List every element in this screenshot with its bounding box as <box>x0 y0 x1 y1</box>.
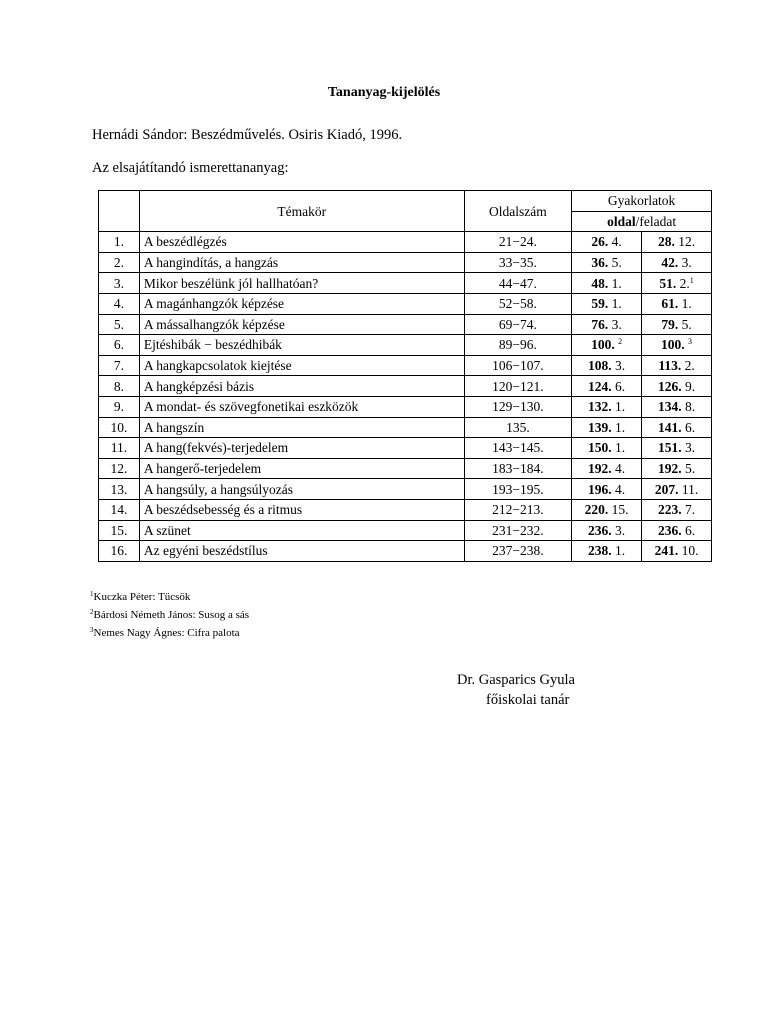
document-title: Tananyag-kijelölés <box>327 85 441 100</box>
signature-position: főiskolai tanár <box>486 692 570 708</box>
row-topic: A hangképzési bázis <box>139 376 464 397</box>
row-number: 8. <box>99 376 140 397</box>
row-exercise-1 <box>572 417 642 438</box>
exercise-task: 10. <box>681 543 699 559</box>
exercise-task: 1. <box>611 275 622 291</box>
row-number: 2. <box>99 252 140 273</box>
row-topic: Mikor beszélünk jól hallhatóan? <box>139 273 464 294</box>
row-exercise-2 <box>642 335 712 356</box>
table-row <box>99 417 712 438</box>
exercise-task: 6. <box>615 378 626 394</box>
exercise-page: 36. <box>591 255 609 271</box>
table-row <box>99 438 712 459</box>
header-sub-bold: oldal <box>607 213 636 229</box>
exercise-task: 2. <box>679 275 690 291</box>
exercise-page: 59. <box>591 296 609 312</box>
row-pages: 120−121. <box>464 376 572 397</box>
exercise-page: 141. <box>657 419 682 435</box>
exercise-page: 150. <box>588 440 612 456</box>
exercise-task: 3. <box>684 440 696 456</box>
exercise-page: 42. <box>661 255 679 271</box>
table-row <box>99 273 712 294</box>
exercise-page: 151. <box>657 440 682 456</box>
row-number: 15. <box>99 520 140 541</box>
table-row <box>99 520 712 541</box>
row-exercise-2 <box>642 479 712 500</box>
row-number: 4. <box>99 293 140 314</box>
row-topic: Az egyéni beszédstílus <box>139 541 464 562</box>
footnote-text: Bárdosi Németh János: Susog a sás <box>93 609 250 621</box>
row-number: 3. <box>99 273 140 294</box>
row-exercise-1 <box>572 355 642 376</box>
exercise-page: 236. <box>588 522 612 538</box>
row-pages: 69−74. <box>464 314 572 335</box>
row-number: 7. <box>99 355 140 376</box>
row-exercise-2 <box>642 252 712 273</box>
row-number: 12. <box>99 458 140 479</box>
row-exercise-2 <box>642 417 712 438</box>
exercise-task: 1. <box>615 543 626 559</box>
table-row <box>99 335 712 356</box>
row-pages: 183−184. <box>464 458 572 479</box>
exercise-task: 1. <box>615 419 626 435</box>
table-row <box>99 293 712 314</box>
row-exercise-2 <box>642 438 712 459</box>
signature-block <box>457 670 575 710</box>
header-exercises: Gyakorlatok <box>572 191 712 212</box>
row-exercise-1 <box>572 541 642 562</box>
exercise-page: 196. <box>588 481 612 497</box>
row-exercise-1 <box>572 438 642 459</box>
row-topic: A hang(fekvés)-terjedelem <box>139 438 464 459</box>
row-exercise-2 <box>642 314 712 335</box>
row-topic: A hangszín <box>139 417 464 438</box>
row-exercise-1 <box>572 520 642 541</box>
exercise-task: 3. <box>615 522 626 538</box>
exercise-task: 2. <box>684 358 695 374</box>
row-pages: 193−195. <box>464 479 572 500</box>
row-pages: 231−232. <box>464 520 572 541</box>
row-topic: A hangsúly, a hangsúlyozás <box>139 479 464 500</box>
exercise-page: 241. <box>654 543 679 559</box>
exercise-task: 5. <box>681 316 692 332</box>
exercise-page: 48. <box>591 275 609 291</box>
row-number: 14. <box>99 499 140 520</box>
exercise-page: 61. <box>661 296 679 312</box>
row-pages: 135. <box>464 417 572 438</box>
exercise-page: 238. <box>588 543 612 559</box>
row-exercise-1 <box>572 314 642 335</box>
exercise-task: 15. <box>611 502 629 518</box>
exercise-task: 8. <box>684 399 696 415</box>
exercise-page: 192. <box>588 461 612 477</box>
row-pages: 212−213. <box>464 499 572 520</box>
row-exercise-1 <box>572 458 642 479</box>
exercise-task: 11. <box>681 481 699 497</box>
row-exercise-2 <box>642 458 712 479</box>
header-pages: Oldalszám <box>464 191 572 232</box>
table-row <box>99 499 712 520</box>
row-topic: A beszédlégzés <box>139 232 464 253</box>
footnote-mark: 3 <box>90 626 94 634</box>
exercise-task: 1. <box>681 296 692 312</box>
exercise-page: 223. <box>657 502 682 518</box>
exercise-page: 236. <box>657 522 682 538</box>
row-topic: A hangerő-terjedelem <box>139 458 464 479</box>
exercise-task: 6. <box>684 522 696 538</box>
footnote-text: Kuczka Péter: Tücsök <box>93 591 191 603</box>
row-topic: A mondat- és szövegfonetikai eszközök <box>139 396 464 417</box>
exercise-task: 4. <box>611 234 622 250</box>
row-exercise-2 <box>642 293 712 314</box>
exercise-page: 192. <box>657 461 682 477</box>
footnote-text: Nemes Nagy Ágnes: Cifra palota <box>93 627 240 639</box>
row-pages: 21−24. <box>464 232 572 253</box>
bibliography-line: Hernádi Sándor: Beszédművelés. Osiris Kiadó, 1996. <box>92 127 403 143</box>
row-pages: 89−96. <box>464 335 572 356</box>
topics-table <box>98 190 712 562</box>
exercise-task: 4. <box>615 461 626 477</box>
row-topic: A hangkapcsolatok kiejtése <box>139 355 464 376</box>
row-topic: A beszédsebesség és a ritmus <box>139 499 464 520</box>
table-row <box>99 314 712 335</box>
exercise-page: 26. <box>591 234 609 250</box>
row-exercise-1 <box>572 396 642 417</box>
row-topic: A magánhangzók képzése <box>139 293 464 314</box>
row-exercise-1 <box>572 499 642 520</box>
exercise-task: 1. <box>611 296 622 312</box>
exercise-task: 12. <box>678 234 696 250</box>
footnote <box>90 588 249 606</box>
footnotes <box>90 588 249 642</box>
row-exercise-2 <box>642 273 712 294</box>
exercise-task: 5. <box>684 461 696 477</box>
exercise-page: 139. <box>588 419 612 435</box>
table-row <box>99 376 712 397</box>
row-exercise-2 <box>642 376 712 397</box>
table-row <box>99 479 712 500</box>
row-pages: 237−238. <box>464 541 572 562</box>
exercise-page: 132. <box>588 399 612 415</box>
row-number: 11. <box>99 438 140 459</box>
exercise-page: 134. <box>657 399 682 415</box>
exercise-task: 1. <box>615 399 626 415</box>
row-exercise-1 <box>572 376 642 397</box>
header-sub-rest: /feladat <box>635 213 677 229</box>
exercise-task: 3. <box>681 255 692 271</box>
row-exercise-2 <box>642 396 712 417</box>
footnote <box>90 624 249 642</box>
row-pages: 106−107. <box>464 355 572 376</box>
row-number: 9. <box>99 396 140 417</box>
table-row <box>99 458 712 479</box>
row-exercise-1 <box>572 232 642 253</box>
footnote <box>90 606 249 624</box>
row-topic: Ejtéshibák − beszédhibák <box>139 335 464 356</box>
table-body <box>99 232 712 562</box>
exercise-page: 76. <box>591 316 609 332</box>
row-exercise-1 <box>572 273 642 294</box>
row-number: 1. <box>99 232 140 253</box>
exercise-page: 220. <box>584 502 609 518</box>
table-row <box>99 396 712 417</box>
footnote-mark: 1 <box>90 590 94 598</box>
footnote-mark: 2 <box>90 608 94 616</box>
exercise-page: 207. <box>654 481 679 497</box>
exercise-page: 100. <box>661 337 685 353</box>
header-exercises-sub <box>572 211 712 232</box>
row-pages: 143−145. <box>464 438 572 459</box>
row-exercise-2 <box>642 232 712 253</box>
row-topic: A szünet <box>139 520 464 541</box>
exercise-page: 113. <box>658 358 682 374</box>
row-exercise-2 <box>642 541 712 562</box>
signature-name: Dr. Gasparics Gyula <box>457 672 575 688</box>
exercise-page: 126. <box>657 378 682 394</box>
row-pages: 33−35. <box>464 252 572 273</box>
table-row <box>99 541 712 562</box>
exercise-task: 9. <box>684 378 696 394</box>
table-row <box>99 252 712 273</box>
header-topic: Témakör <box>139 191 464 232</box>
header-number <box>99 191 140 232</box>
footnote-ref: 2 <box>618 337 623 347</box>
footnote-ref: 3 <box>688 337 693 347</box>
exercise-page: 108. <box>588 358 612 374</box>
exercise-task: 3. <box>611 316 622 332</box>
exercise-task: 1. <box>615 440 626 456</box>
row-exercise-2 <box>642 499 712 520</box>
footnote-ref: 1 <box>689 275 694 285</box>
table-row <box>99 355 712 376</box>
table-row <box>99 232 712 253</box>
row-pages: 44−47. <box>464 273 572 294</box>
row-exercise-1 <box>572 293 642 314</box>
row-number: 13. <box>99 479 140 500</box>
exercise-task: 4. <box>615 481 626 497</box>
row-number: 6. <box>99 335 140 356</box>
row-exercise-2 <box>642 520 712 541</box>
row-pages: 52−58. <box>464 293 572 314</box>
exercise-page: 79. <box>661 316 679 332</box>
row-topic: A hangindítás, a hangzás <box>139 252 464 273</box>
exercise-page: 28. <box>657 234 675 250</box>
exercise-task: 5. <box>611 255 622 271</box>
row-number: 16. <box>99 541 140 562</box>
row-pages: 129−130. <box>464 396 572 417</box>
exercise-page: 100. <box>591 337 615 353</box>
row-number: 5. <box>99 314 140 335</box>
exercise-task: 6. <box>684 419 696 435</box>
exercise-task: 7. <box>684 502 696 518</box>
exercise-page: 51. <box>659 275 677 291</box>
row-exercise-1 <box>572 479 642 500</box>
row-topic: A mássalhangzók képzése <box>139 314 464 335</box>
row-exercise-2 <box>642 355 712 376</box>
row-number: 10. <box>99 417 140 438</box>
exercise-page: 124. <box>588 378 612 394</box>
row-exercise-1 <box>572 252 642 273</box>
intro-line: Az elsajátítandó ismerettananyag: <box>92 160 289 176</box>
exercise-task: 3. <box>615 358 626 374</box>
row-exercise-1 <box>572 335 642 356</box>
